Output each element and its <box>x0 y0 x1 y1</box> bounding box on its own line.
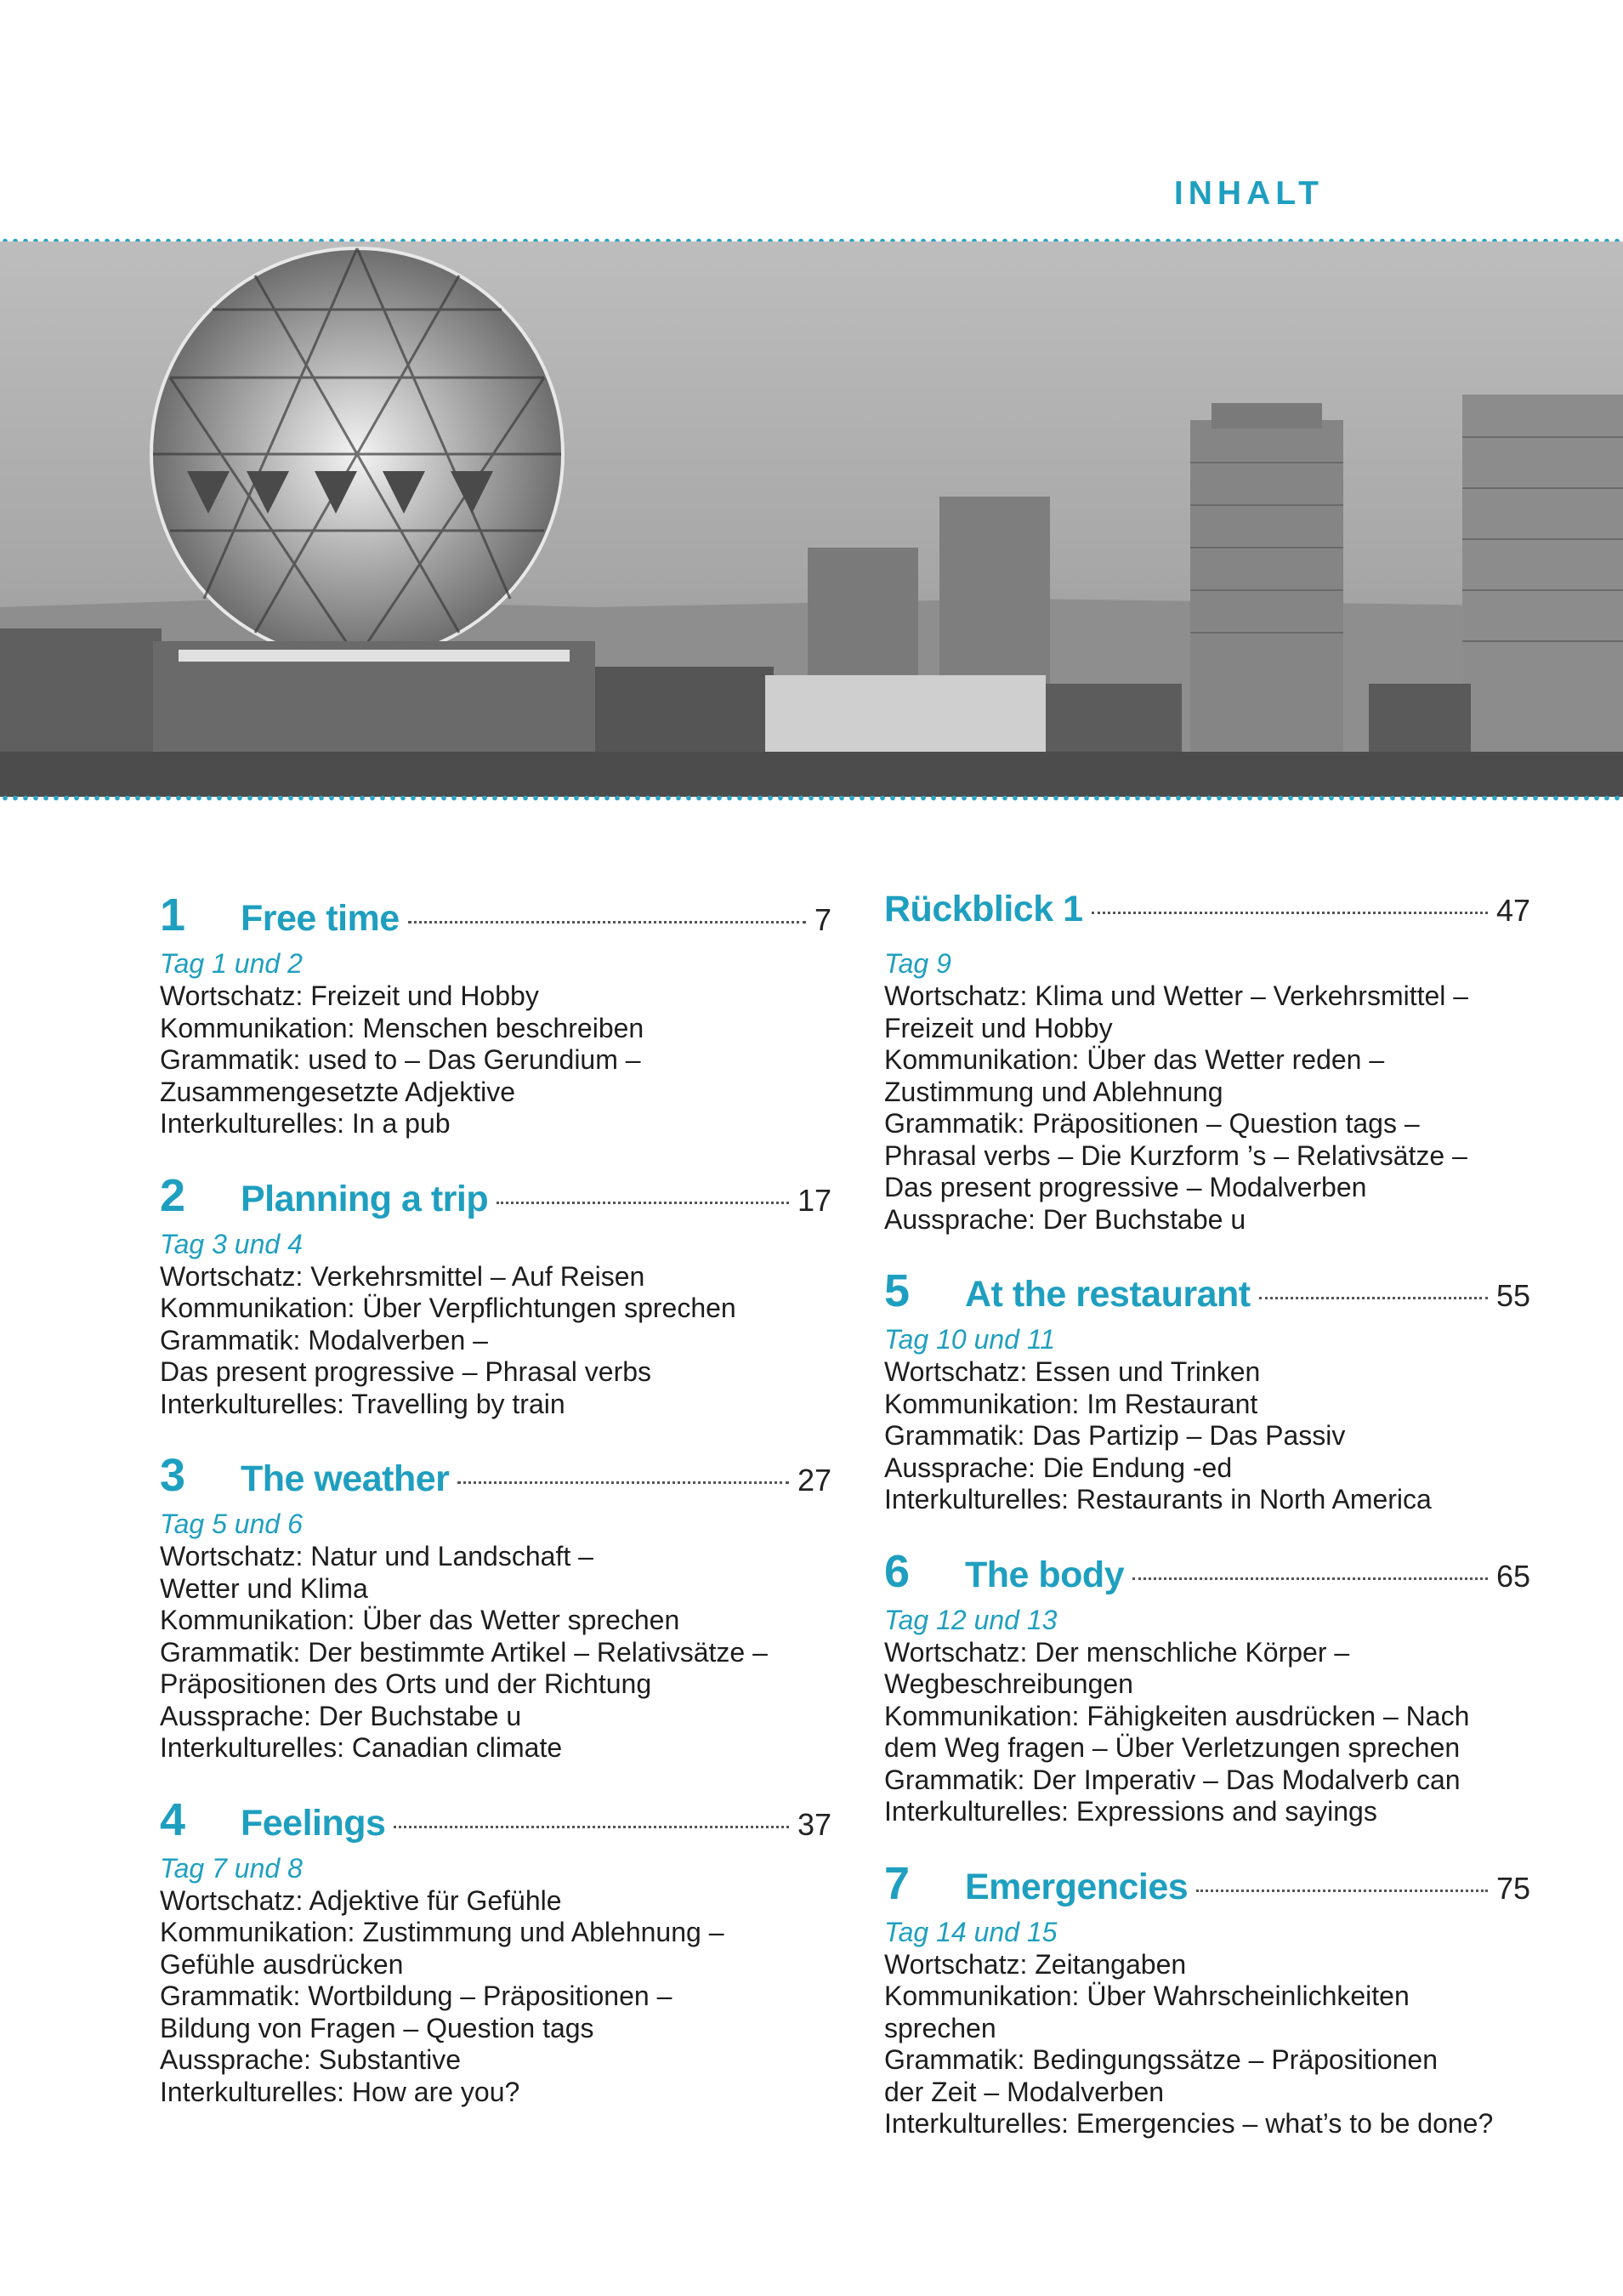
chapter-topic-line: dem Weg fragen – Über Verletzungen sprechen <box>884 1732 1461 1763</box>
chapter-number: 2 <box>160 1169 186 1221</box>
chapter-title: Emergencies <box>965 1866 1189 1907</box>
chapter-topic-line: Grammatik: Bedingungssätze – Präpositionen <box>884 2044 1439 2075</box>
chapter-topic-line: Wortschatz: Verkehrsmittel – Auf Reisen <box>160 1260 645 1292</box>
chapter-number: 4 <box>160 1793 186 1845</box>
chapter-topic-line: Kommunikation: Menschen beschreiben <box>160 1012 644 1043</box>
chapter-topic-line: Aussprache: Der Buchstabe u <box>884 1203 1246 1235</box>
chapter-title: At the restaurant <box>965 1274 1251 1315</box>
chapter-number: 5 <box>884 1265 911 1316</box>
chapter-topic-line: Grammatik: Präpositionen – Question tags – <box>884 1108 1420 1139</box>
chapter-topic-line: Kommunikation: Über das Wetter sprechen <box>160 1605 680 1635</box>
page-number: 47 <box>1495 893 1530 928</box>
chapter-title: The body <box>965 1554 1125 1595</box>
chapter-topic-line: Zusammengesetzte Adjektive <box>160 1076 515 1107</box>
chapter-heading <box>884 1265 1530 1321</box>
chapter-title: The weather <box>241 1458 450 1499</box>
chapter-topic-line: Aussprache: Der Buchstabe u <box>160 1700 522 1731</box>
chapter-topic-line: Grammatik: Der Imperativ – Das Modalverb can <box>884 1764 1461 1795</box>
toc-chapter <box>160 1793 831 2109</box>
dot-leader <box>394 1826 789 1828</box>
page-number: 7 <box>814 902 831 937</box>
chapter-heading <box>160 1449 831 1505</box>
chapter-topic-line: Wortschatz: Natur und Landschaft – <box>160 1541 593 1571</box>
chapter-days: Tag 10 und 11 <box>884 1324 1056 1355</box>
chapter-title: Free time <box>241 898 400 939</box>
chapter-topic-line: Interkulturelles: Restaurants in North America <box>884 1484 1432 1515</box>
chapter-topic-line: Wortschatz: Zeitangaben <box>884 1948 1187 1980</box>
page-number: 55 <box>1495 1278 1530 1313</box>
chapter-topic-line: Kommunikation: Über Verpflichtungen sprechen <box>160 1293 736 1323</box>
chapter-heading <box>160 889 831 945</box>
chapter-topic-line: Aussprache: Die Endung -ed <box>884 1452 1233 1483</box>
chapter-topic-line: Phrasal verbs – Die Kurzform ’s – Relativsätze – <box>884 1139 1467 1171</box>
toc-chapter <box>160 889 831 1140</box>
dot-leader <box>1092 912 1488 914</box>
chapter-topic-line: Grammatik: Der bestimmte Artikel – Relativsätze – <box>160 1636 768 1668</box>
toc-left-column <box>160 889 831 2137</box>
chapter-topic-line: Interkulturelles: Emergencies – what’s to be done? <box>884 2108 1494 2139</box>
chapter-days: Tag 5 und 6 <box>160 1509 303 1539</box>
dotted-divider-bottom <box>0 795 1623 801</box>
chapter-topic-line: Kommunikation: Fähigkeiten ausdrücken – Nach <box>884 1700 1470 1731</box>
chapter-number: 3 <box>160 1450 186 1501</box>
chapter-topic-line: Kommunikation: Über Wahrscheinlichkeiten <box>884 1981 1410 2011</box>
dot-leader <box>1259 1297 1488 1299</box>
chapter-number: 6 <box>884 1545 911 1597</box>
chapter-topic-line: Interkulturelles: Expressions and sayings <box>884 1796 1377 1827</box>
chapter-title: Rückblick 1 <box>884 889 1083 929</box>
chapter-topic-line: Grammatik: used to – Das Gerundium – <box>160 1044 641 1075</box>
chapter-topic-line: Grammatik: Wortbildung – Präpositionen – <box>160 1981 672 2011</box>
chapter-topic-line: sprechen <box>884 2012 996 2043</box>
chapter-topic-line: Präpositionen des Orts und der Richtung <box>160 1668 652 1699</box>
toc-chapter <box>160 1169 831 1421</box>
chapter-topic-line: Wortschatz: Freizeit und Hobby <box>160 980 539 1011</box>
page-number: 17 <box>797 1182 831 1218</box>
chapter-topic-line: Wortschatz: Klima und Wetter – Verkehrsmittel – <box>884 980 1469 1011</box>
chapter-topic-line: Bildung von Fragen – Question tags <box>160 2012 594 2043</box>
chapter-number: 1 <box>160 889 186 941</box>
dot-leader <box>408 921 806 924</box>
toc-right-column <box>884 889 1530 2169</box>
dot-leader <box>1132 1577 1488 1580</box>
toc-chapter <box>160 1449 831 1765</box>
chapter-topic-line: Grammatik: Modalverben – <box>160 1324 488 1355</box>
toc-chapter <box>884 1857 1530 2140</box>
chapter-topic-line: Wortschatz: Der menschliche Körper – <box>884 1636 1350 1668</box>
chapter-topic-line: Kommunikation: Im Restaurant <box>884 1388 1258 1419</box>
chapter-topic-line: Freizeit und Hobby <box>884 1012 1113 1043</box>
chapter-topic-line: Kommunikation: Zustimmung und Ablehnung – <box>160 1917 724 1947</box>
chapter-topic-line: Das present progressive – Phrasal verbs <box>160 1356 652 1387</box>
chapter-days: Tag 1 und 2 <box>160 948 303 979</box>
chapter-topic-line: Kommunikation: Über das Wetter reden – <box>884 1044 1385 1075</box>
page-number: 65 <box>1495 1558 1530 1594</box>
chapter-days: Tag 14 und 15 <box>884 1916 1058 1947</box>
chapter-topic-line: Interkulturelles: Travelling by train <box>160 1388 565 1419</box>
chapter-title: Feelings <box>241 1802 386 1844</box>
page-number: 75 <box>1495 1870 1530 1906</box>
chapter-number: 7 <box>884 1857 911 1909</box>
dot-leader <box>1196 1890 1488 1892</box>
chapter-heading <box>160 1793 831 1850</box>
page-title: INHALT <box>1173 175 1324 212</box>
chapter-topic-line: Interkulturelles: In a pub <box>160 1108 451 1139</box>
dot-leader <box>457 1481 789 1484</box>
page-number: 37 <box>797 1806 831 1842</box>
chapter-topic-line: Gefühle ausdrücken <box>160 1948 404 1980</box>
chapter-topic-line: Interkulturelles: Canadian climate <box>160 1732 563 1763</box>
chapter-topic-line: Interkulturelles: How are you? <box>160 2076 520 2107</box>
chapter-topic-line: Wetter und Klima <box>160 1572 368 1604</box>
chapter-days: Tag 7 und 8 <box>160 1852 303 1884</box>
chapter-days: Tag 9 <box>884 948 951 979</box>
toc-chapter <box>884 1545 1530 1828</box>
chapter-topic-line: Aussprache: Substantive <box>160 2044 461 2075</box>
page-number: 27 <box>797 1463 831 1498</box>
chapter-topic-line: Wegbeschreibungen <box>884 1668 1133 1699</box>
chapter-days: Tag 3 und 4 <box>160 1228 303 1259</box>
city-skyline-photo <box>0 242 1623 797</box>
chapter-days: Tag 12 und 13 <box>884 1604 1058 1635</box>
toc-chapter <box>884 1265 1530 1516</box>
chapter-topic-line: Grammatik: Das Partizip – Das Passiv <box>884 1420 1346 1451</box>
chapter-topic-line: der Zeit – Modalverben <box>884 2076 1165 2107</box>
chapter-title: Planning a trip <box>241 1178 489 1219</box>
toc-chapter <box>884 889 1530 1236</box>
chapter-heading <box>884 1857 1530 1913</box>
chapter-topic-line: Zustimmung und Ablehnung <box>884 1076 1223 1107</box>
chapter-topic-line: Wortschatz: Adjektive für Gefühle <box>160 1884 562 1916</box>
chapter-topic-line: Wortschatz: Essen und Trinken <box>884 1356 1261 1387</box>
chapter-heading <box>884 1545 1530 1601</box>
chapter-heading <box>160 1169 831 1225</box>
chapter-topic-line: Das present progressive – Modalverben <box>884 1172 1367 1202</box>
dot-leader <box>497 1202 789 1204</box>
chapter-heading <box>884 889 1530 945</box>
